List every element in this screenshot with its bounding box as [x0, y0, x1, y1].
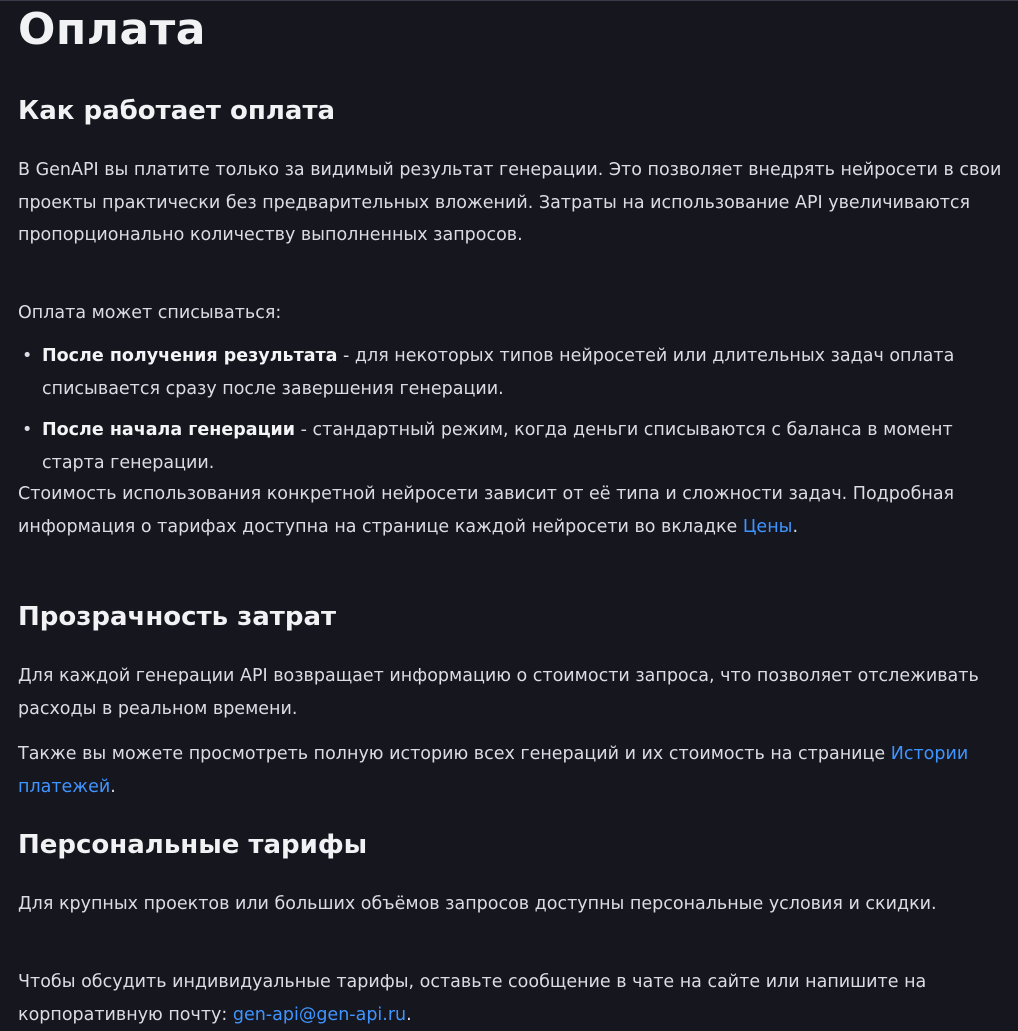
section-heading-how: Как работает оплата [18, 96, 336, 126]
transparency-paragraph-1: Для каждой генерации API возвращает информацию о стоимости запроса, что позволяет отслеживать расходы в реальном времени. [18, 666, 979, 719]
list-item [42, 414, 1003, 479]
list-item-text: - для некоторых типов нейросетей или длительных задач оплата списывается сразу после завершения генерации. [42, 346, 955, 399]
charge-modes-list [18, 340, 1003, 479]
transparency-paragraph-2 [18, 738, 1003, 803]
personal-end: . [406, 1004, 412, 1025]
list-item-bold: После начала генерации [42, 420, 296, 440]
personal-paragraph-1: Для крупных проектов или больших объёмов запросов доступны персональные условия и скидки. [18, 894, 937, 914]
top-divider [0, 0, 1018, 1]
cost-paragraph [18, 478, 1003, 543]
transparency-text: Также вы можете просмотреть полную историю всех генераций и их стоимость на странице [18, 744, 891, 764]
list-item-text: - стандартный режим, когда деньги списываются с баланса в момент старта генерации. [42, 420, 953, 473]
charge-intro-paragraph: Оплата может списываться: [18, 303, 282, 323]
transparency-end: . [110, 776, 116, 797]
list-item-bold: После получения результата [42, 346, 338, 366]
personal-paragraph-2 [18, 966, 1003, 1031]
cost-end: . [792, 516, 799, 537]
prices-link[interactable]: Цены [742, 516, 793, 537]
list-item [42, 340, 1003, 405]
personal-text: Чтобы обсудить индивидуальные тарифы, оставьте сообщение в чате на сайте или напишите на корпоративную почту: [18, 972, 927, 1025]
page-title: Оплата [18, 4, 206, 55]
section-heading-personal: Персональные тарифы [18, 830, 368, 860]
how-intro-paragraph: В GenAPI вы платите только за видимый результат генерации. Это позволяет внедрять нейросети в свои проекты практически без предварительных вложений. Затраты на использование API увеличиваются пропорционально количеству выполненных запросов. [18, 160, 1002, 245]
cost-text: Стоимость использования конкретной нейросети зависит от её типа и сложности задач. Подробная информация о тарифах доступна на странице каждой нейросети во вкладке [18, 484, 955, 537]
email-link[interactable]: gen-api@gen-api.ru [232, 1004, 407, 1025]
section-heading-transparency: Прозрачность затрат [18, 602, 337, 632]
payment-history-link[interactable]: Истории платежей [18, 744, 969, 797]
